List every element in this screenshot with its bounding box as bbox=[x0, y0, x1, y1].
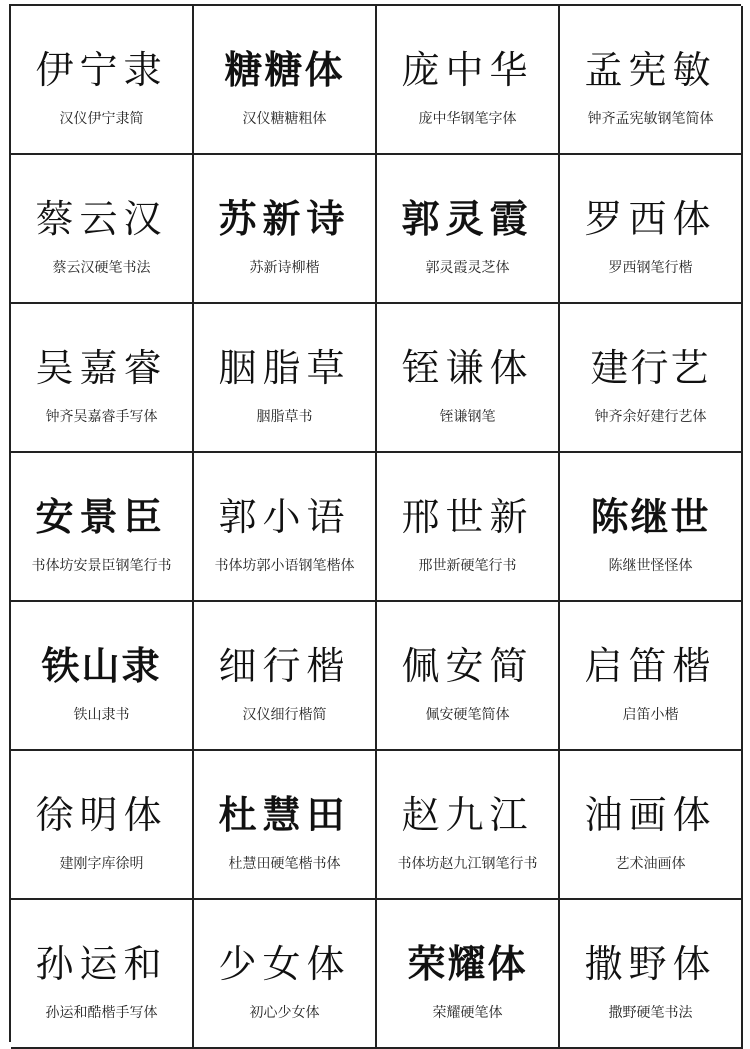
font-card bbox=[377, 900, 560, 1049]
font-name-label: 钟齐余好建行艺体 bbox=[594, 409, 707, 425]
font-card bbox=[377, 453, 560, 602]
font-name-label: 佩安硬笔简体 bbox=[425, 707, 510, 723]
font-sample-text: 胭脂草 bbox=[218, 346, 351, 390]
font-name-label: 陈继世怪怪体 bbox=[608, 558, 693, 574]
font-card bbox=[560, 6, 743, 155]
font-name-label: 铚谦钢笔 bbox=[439, 409, 496, 425]
font-card bbox=[194, 304, 377, 453]
font-name-label: 书体坊安景臣钢笔行书 bbox=[31, 558, 172, 574]
font-card bbox=[194, 155, 377, 304]
font-card bbox=[560, 900, 743, 1049]
font-name-label: 建刚字库徐明 bbox=[59, 856, 144, 872]
font-sample-text: 庞中华 bbox=[401, 48, 534, 92]
font-card bbox=[377, 304, 560, 453]
font-sample-text: 赵九江 bbox=[401, 793, 534, 837]
font-sample-text: 邢世新 bbox=[401, 495, 534, 539]
font-card bbox=[11, 900, 194, 1049]
font-sample-text: 安景臣 bbox=[35, 494, 168, 539]
font-sample-text: 孟宪敏 bbox=[584, 48, 717, 92]
font-sample-text: 少女体 bbox=[218, 942, 351, 986]
font-card bbox=[11, 6, 194, 155]
font-sample-text: 佩安简 bbox=[401, 644, 534, 688]
font-card bbox=[560, 751, 743, 900]
font-card bbox=[377, 602, 560, 751]
font-card bbox=[560, 155, 743, 304]
font-sample-text: 苏新诗 bbox=[218, 196, 351, 241]
font-name-label: 孙运和酷楷手写体 bbox=[45, 1005, 158, 1021]
font-sample-text: 孙运和 bbox=[35, 942, 168, 986]
font-card bbox=[11, 602, 194, 751]
font-sample-text: 杜慧田 bbox=[218, 792, 351, 837]
font-sample-grid bbox=[9, 4, 741, 1042]
font-card bbox=[194, 900, 377, 1049]
font-sample-text: 建行艺 bbox=[590, 346, 711, 390]
font-sample-text: 伊宁隶 bbox=[35, 48, 168, 92]
font-card bbox=[194, 751, 377, 900]
font-name-label: 书体坊郭小语钢笔楷体 bbox=[214, 558, 355, 574]
font-name-label: 初心少女体 bbox=[249, 1005, 320, 1021]
font-name-label: 荣耀硬笔体 bbox=[432, 1005, 503, 1021]
font-sample-text: 撒野体 bbox=[584, 942, 717, 986]
font-card bbox=[377, 155, 560, 304]
font-name-label: 撒野硬笔书法 bbox=[608, 1005, 693, 1021]
font-sample-text: 罗西体 bbox=[584, 197, 717, 241]
font-sample-text: 铚谦体 bbox=[401, 346, 534, 390]
font-sample-text: 启笛楷 bbox=[584, 644, 717, 688]
font-sample-text: 铁山隶 bbox=[41, 643, 162, 688]
font-name-label: 汉仪伊宁隶简 bbox=[59, 111, 144, 127]
font-card bbox=[377, 751, 560, 900]
font-card bbox=[560, 453, 743, 602]
font-card bbox=[194, 6, 377, 155]
font-sample-text: 油画体 bbox=[584, 793, 717, 837]
font-name-label: 钟齐吴嘉睿手写体 bbox=[45, 409, 158, 425]
font-name-label: 钟齐孟宪敏钢笔简体 bbox=[587, 111, 714, 127]
font-name-label: 苏新诗柳楷 bbox=[249, 260, 320, 276]
font-name-label: 胭脂草书 bbox=[256, 409, 313, 425]
font-name-label: 汉仪糖糖粗体 bbox=[242, 111, 327, 127]
font-sample-text: 吴嘉睿 bbox=[35, 346, 168, 390]
font-name-label: 启笛小楷 bbox=[622, 707, 679, 723]
font-card bbox=[560, 304, 743, 453]
font-card bbox=[11, 453, 194, 602]
font-card bbox=[377, 6, 560, 155]
font-sample-text: 蔡云汉 bbox=[35, 197, 168, 241]
font-sample-text: 糖糖体 bbox=[224, 47, 345, 92]
font-name-label: 蔡云汉硬笔书法 bbox=[52, 260, 151, 276]
font-card bbox=[560, 602, 743, 751]
font-name-label: 汉仪细行楷简 bbox=[242, 707, 327, 723]
font-name-label: 郭灵霞灵芝体 bbox=[425, 260, 510, 276]
font-sample-text: 陈继世 bbox=[590, 494, 711, 539]
font-name-label: 邢世新硬笔行书 bbox=[418, 558, 517, 574]
font-sample-text: 郭小语 bbox=[218, 495, 351, 539]
font-name-label: 杜慧田硬笔楷书体 bbox=[228, 856, 341, 872]
font-sample-text: 徐明体 bbox=[35, 793, 168, 837]
font-card bbox=[11, 751, 194, 900]
font-card bbox=[11, 155, 194, 304]
font-name-label: 书体坊赵九江钢笔行书 bbox=[397, 856, 538, 872]
font-card bbox=[194, 453, 377, 602]
font-sample-text: 细行楷 bbox=[218, 644, 351, 688]
font-name-label: 铁山隶书 bbox=[73, 707, 130, 723]
font-card bbox=[194, 602, 377, 751]
font-name-label: 庞中华钢笔字体 bbox=[418, 111, 517, 127]
font-sample-text: 荣耀体 bbox=[407, 941, 528, 986]
font-card bbox=[11, 304, 194, 453]
font-name-label: 罗西钢笔行楷 bbox=[608, 260, 693, 276]
font-sample-text: 郭灵霞 bbox=[401, 196, 534, 241]
font-name-label: 艺术油画体 bbox=[615, 856, 686, 872]
